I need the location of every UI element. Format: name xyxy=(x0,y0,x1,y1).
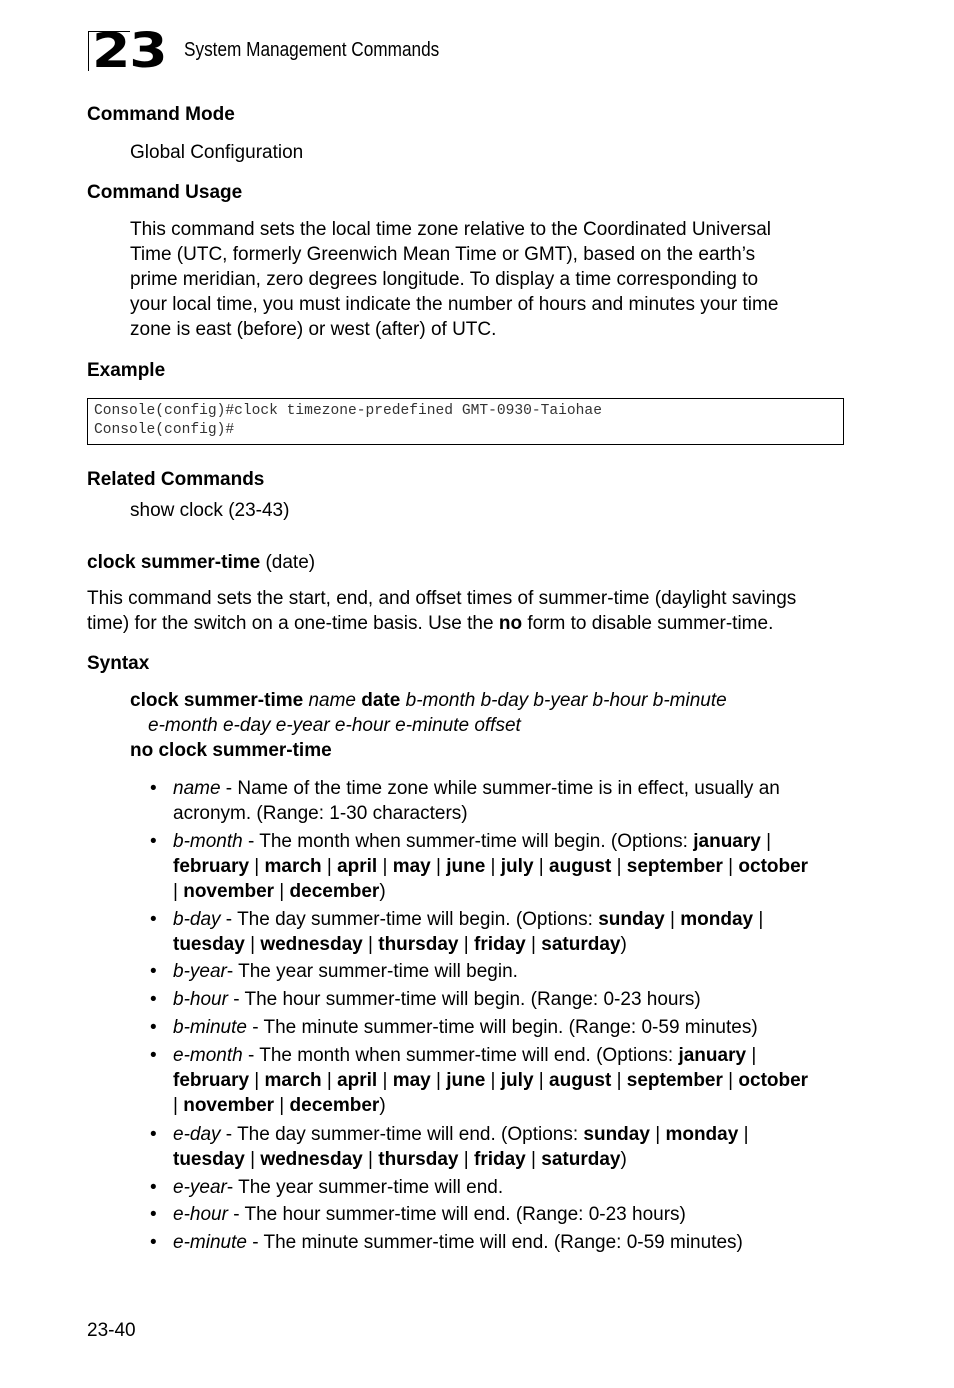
text: | xyxy=(753,909,764,930)
text-line xyxy=(173,1015,758,1040)
text: | xyxy=(249,1070,265,1091)
code-line: Console(config)# xyxy=(94,422,235,438)
parameter-description xyxy=(173,1122,749,1172)
parameter-description xyxy=(173,1175,503,1200)
bold-text: july xyxy=(500,1070,534,1091)
bold-text: date xyxy=(361,690,401,711)
text-line xyxy=(173,879,808,904)
paragraph-line: your local time, you must indicate the number of hours and minutes your time xyxy=(130,294,779,315)
bullet-icon: • xyxy=(150,1204,157,1225)
text-line xyxy=(173,1068,808,1093)
text: | xyxy=(722,856,739,877)
text: form to disable summer-time. xyxy=(522,613,774,634)
bullet-icon: • xyxy=(150,1017,157,1038)
code-example-box xyxy=(87,398,844,445)
bold-text: thursday xyxy=(378,934,459,955)
text: | xyxy=(485,856,501,877)
text: | xyxy=(525,934,542,955)
text-line xyxy=(173,1202,686,1227)
bullet-icon: • xyxy=(150,989,157,1010)
syntax-line xyxy=(148,713,521,738)
text-line xyxy=(87,586,796,611)
italic-text: name xyxy=(173,778,221,799)
section-title xyxy=(87,550,315,575)
bold-text: no clock summer-time xyxy=(130,740,332,761)
page-number: 23-40 xyxy=(87,1320,136,1341)
italic-text: b-hour xyxy=(173,989,228,1010)
text: | xyxy=(430,1070,447,1091)
command-mode-value: Global Configuration xyxy=(130,142,304,163)
text: - The day summer-time will begin. (Options: xyxy=(220,909,599,930)
italic-text: e-day xyxy=(173,1124,221,1145)
parameter-description xyxy=(173,959,518,984)
bold-text: january xyxy=(678,1045,747,1066)
bold-text: wednesday xyxy=(260,934,363,955)
bullet-icon: • xyxy=(150,909,157,930)
text: - Name of the time zone while summer-time is in effect, usually an xyxy=(220,778,780,799)
text: | xyxy=(722,1070,739,1091)
bold-text: march xyxy=(264,856,322,877)
command-usage-paragraph xyxy=(130,217,778,342)
text: | xyxy=(377,1070,393,1091)
bold-text: friday xyxy=(474,1149,526,1170)
text: | xyxy=(249,856,265,877)
bold-text: thursday xyxy=(378,1149,459,1170)
command-usage-heading: Command Usage xyxy=(87,182,243,203)
text: ) xyxy=(379,881,386,902)
text: | xyxy=(377,856,393,877)
example-heading: Example xyxy=(87,360,166,381)
italic-text: e-hour xyxy=(173,1204,228,1225)
text: | xyxy=(362,1149,379,1170)
text: | xyxy=(173,1095,184,1116)
text: - The month when summer-time will end. (Options: xyxy=(242,1045,679,1066)
text: | xyxy=(430,856,447,877)
bold-text: february xyxy=(173,856,250,877)
parameter-description xyxy=(173,987,701,1012)
text-line xyxy=(173,1175,503,1200)
bold-text: april xyxy=(337,1070,378,1091)
text-line xyxy=(173,1230,743,1255)
section-description xyxy=(87,586,796,636)
text: | xyxy=(458,934,474,955)
bold-text: october xyxy=(738,1070,809,1091)
bold-text: clock summer-time xyxy=(130,690,304,711)
section-title-suffix: (date) xyxy=(260,552,316,573)
parameter-description xyxy=(173,1043,808,1118)
text: - The year summer-time will end. xyxy=(226,1177,504,1198)
text-line xyxy=(173,959,518,984)
italic-text: e-month xyxy=(173,1045,243,1066)
italic-text: e-month e-day e-year e-hour e-minute offset xyxy=(148,715,521,736)
text: | xyxy=(485,1070,501,1091)
text: | xyxy=(244,934,261,955)
text: | xyxy=(274,881,290,902)
bold-text: july xyxy=(500,856,534,877)
syntax-line xyxy=(130,738,332,763)
text: - The hour summer-time will begin. (Range: 0-23 hours) xyxy=(227,989,701,1010)
bold-text: no xyxy=(498,613,523,634)
syntax-line xyxy=(130,688,727,713)
italic-text: e-year xyxy=(173,1177,227,1198)
bold-text: march xyxy=(264,1070,322,1091)
text-line xyxy=(173,776,780,801)
bullet-icon: • xyxy=(150,1232,157,1253)
italic-text: b-month xyxy=(173,831,243,852)
chapter-number-badge xyxy=(88,23,168,79)
paragraph-line: prime meridian, zero degrees longitude. To display a time corresponding to xyxy=(130,269,759,290)
italic-text: b-month b-day b-year b-hour b-minute xyxy=(405,690,727,711)
paragraph-line: Time (UTC, formerly Greenwich Mean Time or GMT), based on the earth’s xyxy=(130,244,756,265)
section-title-command: clock summer-time xyxy=(87,552,261,573)
text-line xyxy=(148,713,521,738)
bold-text: monday xyxy=(665,1124,739,1145)
text: - The hour summer-time will end. (Range: 0-23 hours) xyxy=(227,1204,686,1225)
code-line: Console(config)#clock timezone-predefined GMT-0930-Taiohae xyxy=(94,403,602,419)
syntax-heading: Syntax xyxy=(87,653,150,674)
bold-text: august xyxy=(549,856,612,877)
bullet-icon: • xyxy=(150,831,157,852)
text: | xyxy=(321,856,338,877)
bullet-icon: • xyxy=(150,961,157,982)
parameter-description xyxy=(173,776,780,826)
text: ) xyxy=(620,934,627,955)
text-line xyxy=(173,801,780,826)
bold-text: saturday xyxy=(541,1149,621,1170)
bold-text: sunday xyxy=(598,909,665,930)
bold-text: october xyxy=(738,856,809,877)
bold-text: june xyxy=(446,856,486,877)
text: ) xyxy=(379,1095,386,1116)
text: | xyxy=(525,1149,542,1170)
text: | xyxy=(760,831,772,852)
text: | xyxy=(533,856,550,877)
text: - The minute summer-time will begin. (Range: 0-59 minutes) xyxy=(246,1017,758,1038)
text-line xyxy=(130,688,727,713)
bold-text: tuesday xyxy=(173,934,245,955)
parameter-description xyxy=(173,907,763,957)
text: | xyxy=(173,881,184,902)
bold-text: february xyxy=(173,1070,250,1091)
text: | xyxy=(611,1070,627,1091)
chapter-title: System Management Commands xyxy=(184,39,440,61)
text: | xyxy=(458,1149,474,1170)
parameter-description xyxy=(173,829,808,904)
text: | xyxy=(321,1070,338,1091)
text-line xyxy=(173,1093,808,1118)
bold-text: saturday xyxy=(541,934,621,955)
bullet-icon: • xyxy=(150,778,157,799)
badge-rule-vertical xyxy=(88,31,89,71)
bold-text: december xyxy=(289,1095,380,1116)
text: - The year summer-time will begin. xyxy=(226,961,518,982)
text-line xyxy=(173,854,808,879)
bold-text: november xyxy=(183,881,275,902)
text: | xyxy=(274,1095,290,1116)
text: time) for the switch on a one-time basis. Use the xyxy=(87,613,499,634)
italic-text: name xyxy=(308,690,356,711)
text: | xyxy=(362,934,379,955)
bold-text: friday xyxy=(474,934,526,955)
paragraph-line: This command sets the local time zone relative to the Coordinated Universal xyxy=(130,219,772,240)
parameter-description xyxy=(173,1202,686,1227)
bullet-icon: • xyxy=(150,1177,157,1198)
bold-text: september xyxy=(626,1070,723,1091)
parameter-description xyxy=(173,1230,743,1255)
bold-text: december xyxy=(289,881,380,902)
related-commands-heading: Related Commands xyxy=(87,469,265,490)
chapter-number: 23 xyxy=(92,23,167,79)
text: | xyxy=(533,1070,550,1091)
text: | xyxy=(746,1045,757,1066)
text-line xyxy=(173,987,701,1012)
text: - The day summer-time will end. (Options: xyxy=(220,1124,584,1145)
text-line xyxy=(173,1043,808,1068)
text-line xyxy=(173,829,808,854)
bold-text: may xyxy=(392,1070,431,1091)
text: | xyxy=(244,1149,261,1170)
text: ) xyxy=(620,1149,627,1170)
text-line xyxy=(173,907,763,932)
bullet-icon: • xyxy=(150,1124,157,1145)
paragraph-line: zone is east (before) or west (after) of UTC. xyxy=(130,319,497,340)
italic-text: b-year xyxy=(173,961,227,982)
bold-text: january xyxy=(693,831,761,852)
bold-text: november xyxy=(183,1095,275,1116)
text-line xyxy=(87,611,796,636)
command-mode-heading: Command Mode xyxy=(87,104,235,125)
text: - The minute summer-time will end. (Range: 0-59 minutes) xyxy=(246,1232,743,1253)
bold-text: may xyxy=(392,856,431,877)
bold-text: june xyxy=(446,1070,486,1091)
text-line xyxy=(130,738,332,763)
text: | xyxy=(738,1124,749,1145)
italic-text: b-minute xyxy=(173,1017,247,1038)
bold-text: september xyxy=(626,856,723,877)
text-line xyxy=(173,1122,749,1147)
bold-text: monday xyxy=(680,909,754,930)
bold-text: sunday xyxy=(583,1124,650,1145)
parameter-description xyxy=(173,1015,758,1040)
bold-text: wednesday xyxy=(260,1149,363,1170)
text: This command sets the start, end, and offset times of summer-time (daylight savings xyxy=(87,588,797,609)
italic-text: b-day xyxy=(173,909,221,930)
bold-text: tuesday xyxy=(173,1149,245,1170)
bold-text: august xyxy=(549,1070,612,1091)
text: | xyxy=(611,856,627,877)
bold-text: april xyxy=(337,856,378,877)
text-line xyxy=(173,932,763,957)
text: | xyxy=(664,909,681,930)
italic-text: e-minute xyxy=(173,1232,247,1253)
related-command-link: show clock (23-43) xyxy=(130,500,290,521)
text: acronym. (Range: 1-30 characters) xyxy=(173,803,468,824)
bullet-icon: • xyxy=(150,1045,157,1066)
text: - The month when summer-time will begin. (Options: xyxy=(242,831,694,852)
text: | xyxy=(649,1124,666,1145)
text-line xyxy=(173,1147,749,1172)
